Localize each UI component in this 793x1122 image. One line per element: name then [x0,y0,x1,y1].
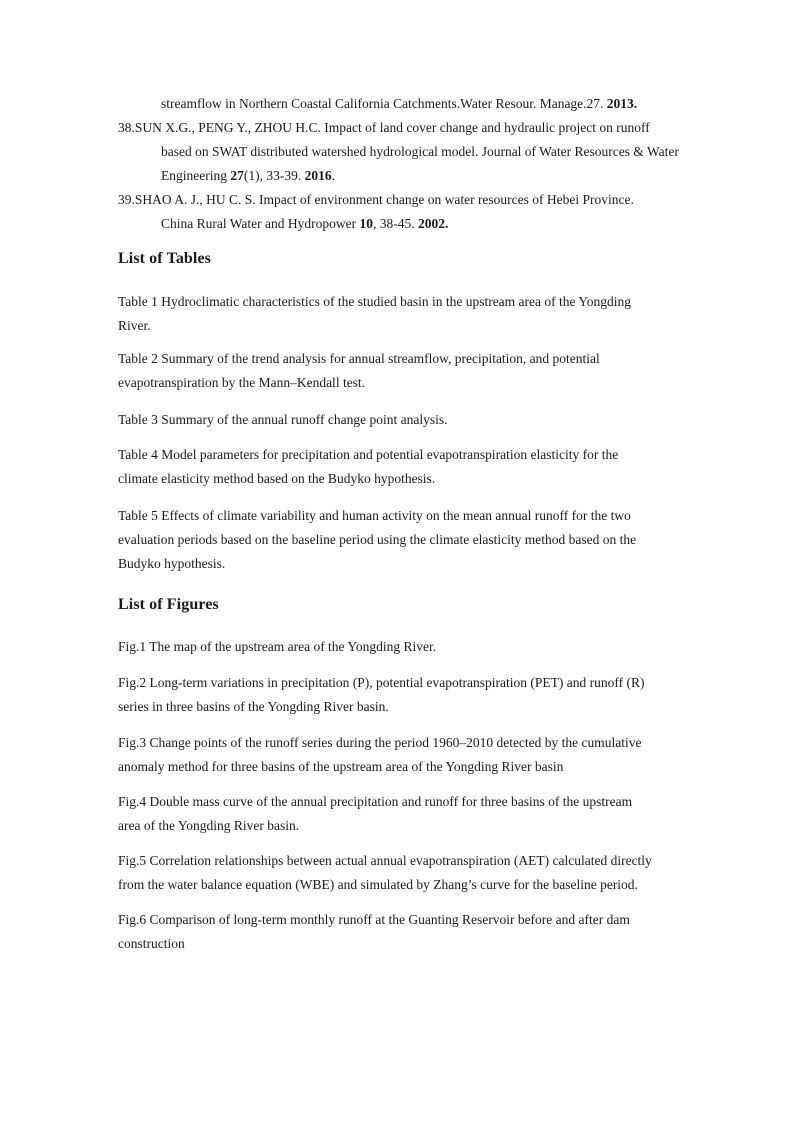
figure-6-caption [118,908,678,956]
reference-39-journal: China Rural Water and Hydropower [161,216,360,231]
figure-6-line1: Fig.6 Comparison of long-term monthly runoff at the Guanting Reservoir before and after dam [118,912,630,927]
references-list [118,92,679,236]
figure-3-caption [118,731,678,779]
reference-38-period: . [331,168,335,183]
figure-3-line2: anomaly method for three basins of the upstream area of the Yongding River basin [118,759,564,774]
figure-2-caption [118,671,678,719]
reference-38-line3 [131,164,679,188]
figure-2-line2: series in three basins of the Yongding River basin. [118,699,389,714]
reference-39-pages: , 38-45. [373,216,418,231]
reference-38-volume: 27 [230,168,244,183]
reference-38 [118,116,679,140]
figure-5-line1: Fig.5 Correlation relationships between actual annual evapotranspiration (AET) calculated directly [118,853,652,868]
table-1-caption [118,290,678,338]
reference-39-year: 2002. [418,216,449,231]
table-4-caption [118,443,678,491]
table-3-caption [118,408,678,432]
figure-4-line1: Fig.4 Double mass curve of the annual precipitation and runoff for three basins of the upstream [118,794,633,809]
reference-38-journal-end: Engineering [161,168,231,183]
table-1-line1: Table 1 Hydroclimatic characteristics of the studied basin in the upstream area of the Yongding [118,294,632,309]
reference-38-text-2: based on SWAT distributed watershed hydrological model. Journal of Water Resources & Water [161,144,679,159]
table-4-line2: climate elasticity method based on the Budyko hypothesis. [118,471,436,486]
figure-5-caption [118,849,678,897]
table-5-line2: evaluation periods based on the baseline period using the climate elasticity method based on the [118,532,637,547]
figure-1-line1: Fig.1 The map of the upstream area of the Yongding River. [118,639,437,654]
reference-39 [118,188,679,212]
reference-37-year: 2013. [606,96,638,111]
figure-1-caption [118,635,678,659]
figure-6-line2: construction [118,936,185,951]
table-2-caption [118,347,678,395]
list-of-figures-heading: List of Figures [118,596,219,613]
reference-37-continuation [131,92,679,116]
figure-2-line1: Fig.2 Long-term variations in precipitation (P), potential evapotranspiration (PET) and runoff (R) [118,675,645,690]
reference-37-text: streamflow in Northern Coastal California Catchments.Water Resour. Manage.27. [161,96,607,111]
table-4-line1: Table 4 Model parameters for precipitation and potential evapotranspiration elasticity for the [118,447,619,462]
list-of-tables-heading: List of Tables [118,250,211,267]
table-2-line2: evapotranspiration by the Mann–Kendall test. [118,375,366,390]
table-3-line1: Table 3 Summary of the annual runoff change point analysis. [118,412,448,427]
table-2-line1: Table 2 Summary of the trend analysis for annual streamflow, precipitation, and potential [118,351,600,366]
table-1-line2: River. [118,318,151,333]
reference-38-line1: SUN X.G., PENG Y., ZHOU H.C. Impact of land cover change and hydraulic project on runoff [134,120,650,135]
reference-39-number: 39. [118,192,135,207]
figure-5-line2: from the water balance equation (WBE) and simulated by Zhang’s curve for the baseline period. [118,877,638,892]
reference-38-line2 [131,140,679,164]
reference-38-number: 38. [118,120,135,135]
reference-38-pages: (1), 33-39. [243,168,305,183]
reference-39-volume: 10 [359,216,373,231]
table-5-line1: Table 5 Effects of climate variability and human activity on the mean annual runoff for the two [118,508,631,523]
figure-4-caption [118,790,678,838]
table-5-caption [118,504,678,576]
table-5-line3: Budyko hypothesis. [118,556,226,571]
figure-4-line2: area of the Yongding River basin. [118,818,300,833]
reference-38-year: 2016 [304,168,332,183]
reference-39-line1: SHAO A. J., HU C. S. Impact of environment change on water resources of Hebei Province. [134,192,634,207]
reference-39-line2 [131,212,679,236]
figure-3-line1: Fig.3 Change points of the runoff series during the period 1960–2010 detected by the cumulative [118,735,642,750]
